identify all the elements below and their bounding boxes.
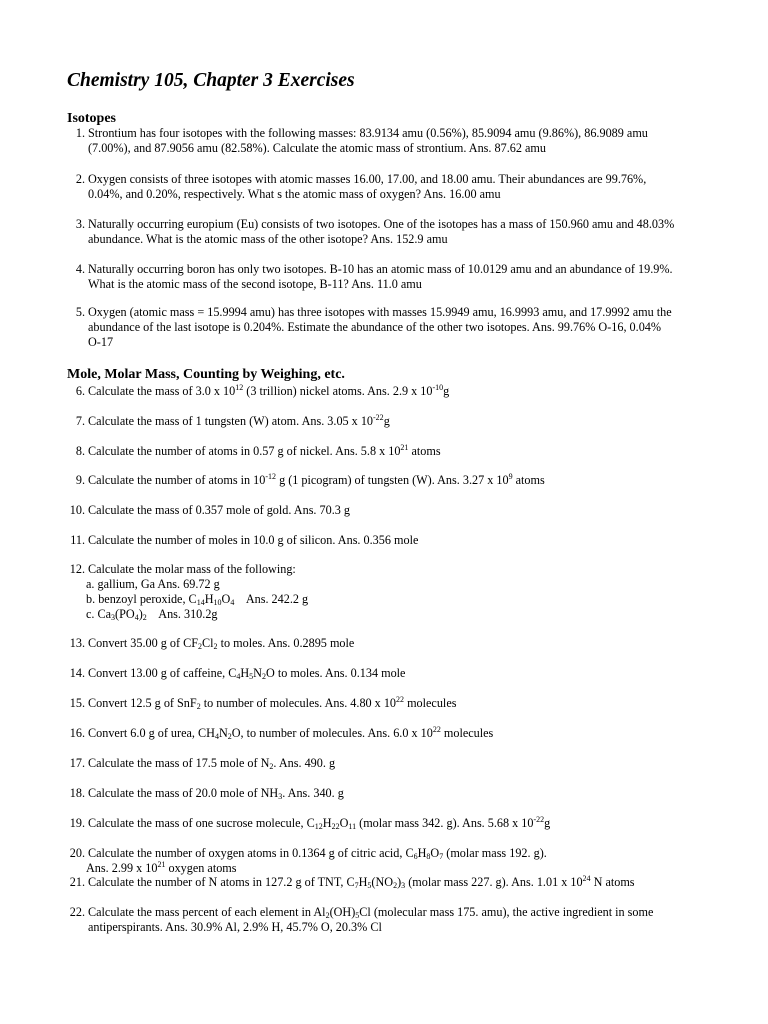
section-heading-isotopes: Isotopes [67,111,117,126]
question-16: 16. Convert 6.0 g of urea, $CH_4N_2O$, to number of molecules. Ans. 6.0 x $10^{22}$ molecules [69,725,494,741]
question-10: 10. Calculate the mass of 0.357 mole of gold. Ans. 70.3 g [69,503,350,517]
question-7: 7. Calculate the mass of 1 tungsten (W) atom. Ans. 3.05 x $10^{-22}g$ [75,413,390,428]
question-1: 1. Strontium has four isotopes with the following masses: 83.9134 amu (0.56%), 85.9094 amu (9.86%), 86.9089 amu (7.00%), and 87.9056 amu (82.58%). Calculate the atomic mass of strontium. Ans. 87.62 amu [75,126,648,155]
question-9: 9. Calculate the number of atoms in $10^{-12}$ g (1 picogram) of tungsten (W). Ans. 3.27 x $10^9$ atoms [75,472,545,487]
question-5: 5. Oxygen (atomic mass = 15.9994 amu) has three isotopes with masses 15.9949 amu, 16.9993 amu, and 17.9992 amu the abundance of the last isotope is 0.204%. Estimate the abundance of the other two isotopes. Ans. 99.76% O-16, 0.04% O-17 [75,305,672,349]
question-22: 22. Calculate the mass percent of each element in $Al_2(OH)_5Cl$ (molecular mass 175. amu), the active ingredient in some antiperspirants. Ans. 30.9% Al, 2.9% H, 45.7% O, 20.3% Cl [69,905,654,934]
question-13: 13. Convert 35.00 g of $CF_2Cl_2$ to moles. Ans. 0.2895 mole [69,636,355,651]
question-12: 12. Calculate the molar mass of the following: a. gallium, Ga Ans. 69.72 g b. benzoyl peroxide, $C_{14}H_{10}O_4$ Ans. 242.2 g c. $Ca_3(PO_4)_2$ Ans. 310.2g [69,562,309,622]
page-title: Chemistry 105, Chapter 3 Exercises [67,70,355,91]
question-6: 6. Calculate the mass of 3.0 x $10^{12}$ (3 trillion) nickel atoms. Ans. 2.9 x $10^{-10}g$ [75,383,450,398]
section-heading-mole: Mole, Molar Mass, Counting by Weighing, etc. [67,367,345,382]
question-17: 17. Calculate the mass of 17.5 mole of $N_2$. Ans. 490. g [69,756,336,771]
question-20: 20. Calculate the number of oxygen atoms in 0.1364 g of citric acid, $C_6H_8O_7$ (molar mass 192. g). Ans. 2.99 x $10^{21}$ oxygen atoms [69,846,547,875]
question-14: 14. Convert 13.00 g of caffeine, $C_4H_5N_2O$ to moles. Ans. 0.134 mole [69,666,406,681]
question-19: 19. Calculate the mass of one sucrose molecule, $C_{12}H_{22}O_{11}$ (molar mass 342. g). Ans. 5.68 x $10^{-22}g$ [69,815,551,831]
question-11: 11. Calculate the number of moles in 10.0 g of silicon. Ans. 0.356 mole [70,533,419,547]
question-18: 18. Calculate the mass of 20.0 mole of $NH_3$. Ans. 340. g [69,786,344,801]
question-4: 4. Naturally occurring boron has only two isotopes. B-10 has an atomic mass of 10.0129 amu and an abundance of 19.9%. What is the atomic mass of the second isotope, B-11? Ans. 11.0 amu [75,262,673,291]
question-21: 21. Calculate the number of N atoms in 127.2 g of TNT, $C_7H_5(NO_2)_3$ (molar mass 227. g). Ans. 1.01 x $10^{24}$ N atoms [69,874,635,890]
question-15: 15. Convert 12.5 g of SnF$_2$ to number of molecules. Ans. 4.80 x $10^{22}$ molecules [69,695,457,711]
question-3: 3. Naturally occurring europium (Eu) consists of two isotopes. One of the isotopes has a mass of 150.960 amu and 48.03% abundance. What is the atomic mass of the other isotope? Ans. 152.9 amu [75,217,675,246]
question-8: 8. Calculate the number of atoms in 0.57 g of nickel. Ans. 5.8 x $10^{21}$ atoms [75,443,441,458]
question-2: 2. Oxygen consists of three isotopes with atomic masses 16.00, 17.00, and 18.00 amu. Their abundances are 99.76%, 0.04%, and 0.20%, respectively. What s the atomic mass of oxygen? Ans. 16.00 amu [75,172,647,201]
